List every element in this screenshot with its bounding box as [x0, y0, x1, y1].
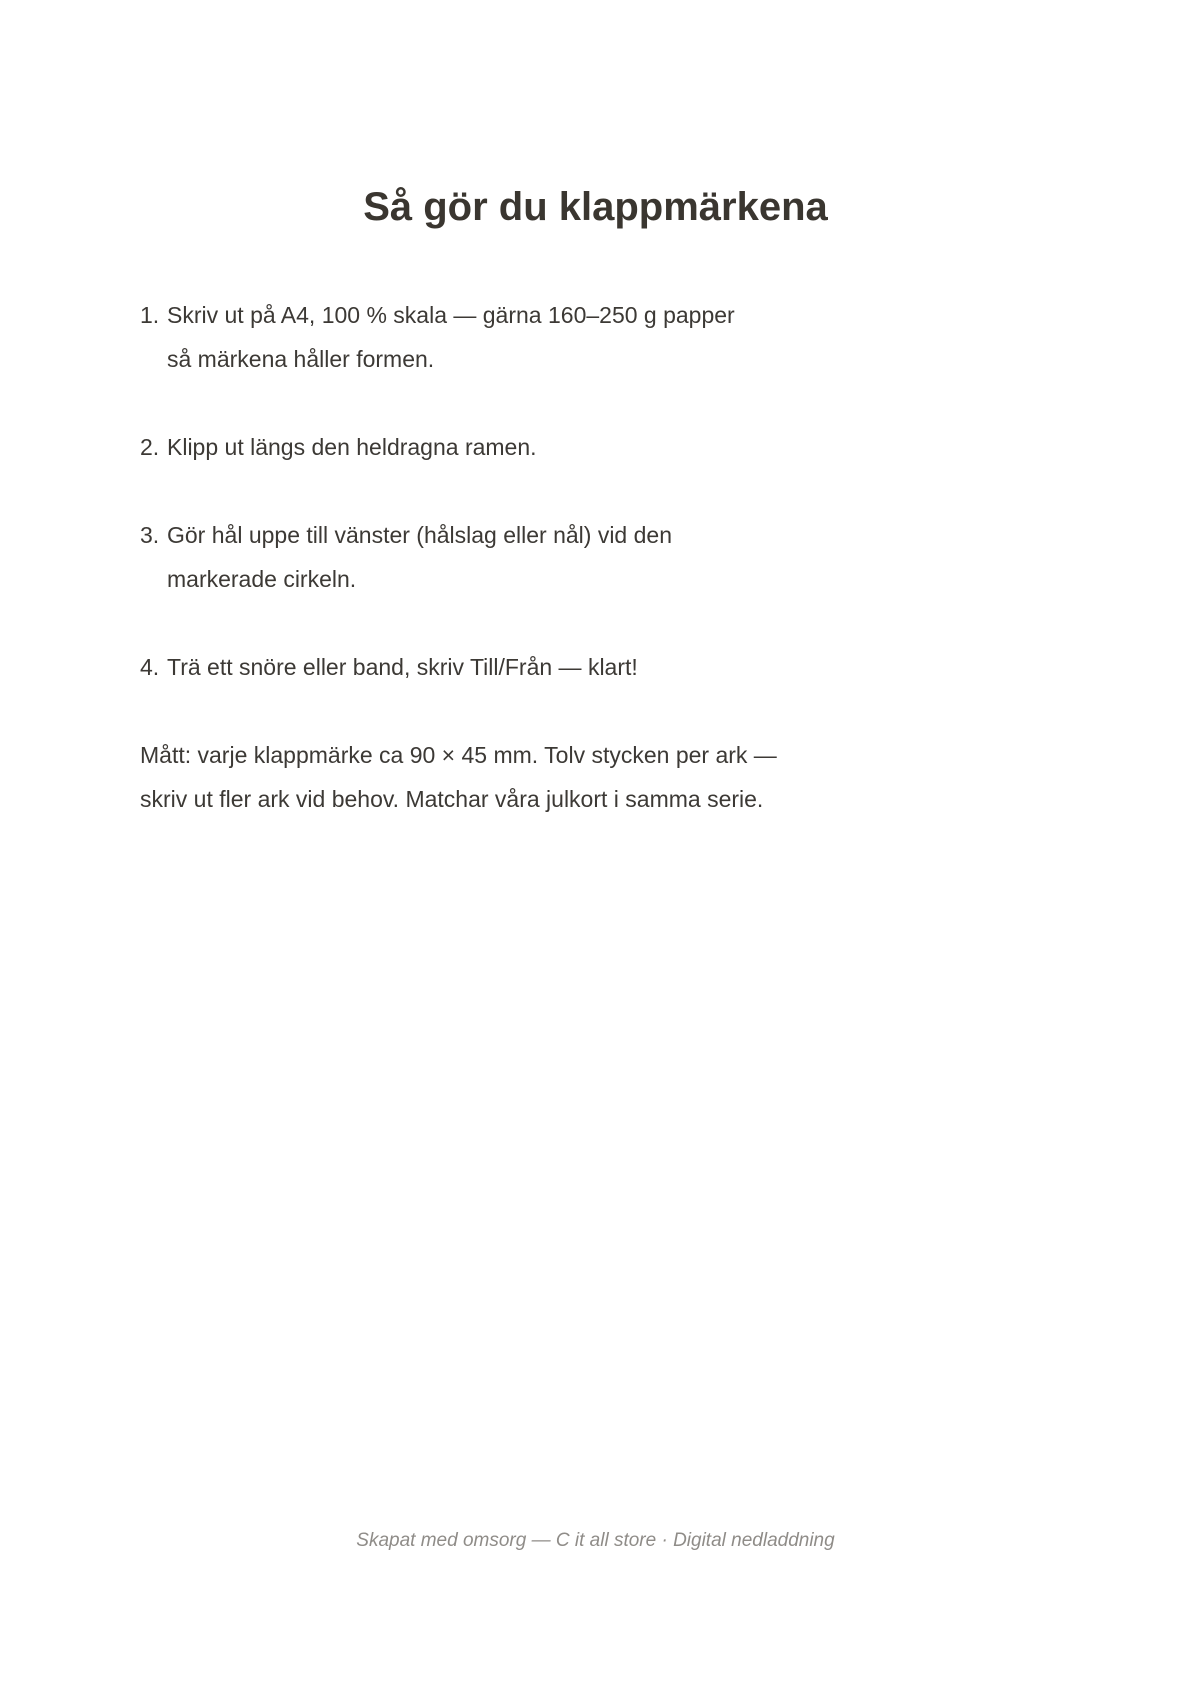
- step-number: 2.: [140, 434, 160, 460]
- footer-credit: Skapat med omsorg — C it all store · Digital nedladdning: [356, 1530, 835, 1551]
- step-text: Gör hål uppe till vänster (hålslag eller nål) vid den markerade cirkeln.: [167, 522, 672, 592]
- instruction-step: [140, 645, 900, 689]
- step-text: Skriv ut på A4, 100 % skala — gärna 160–250 g papper så märkena håller formen.: [167, 302, 735, 372]
- page-title: Så gör du klappmärkena: [363, 185, 828, 229]
- instruction-list: [140, 293, 900, 733]
- instruction-step: [140, 293, 900, 381]
- step-number: 1.: [140, 302, 160, 328]
- instruction-step: [140, 513, 900, 601]
- step-text: Trä ett snöre eller band, skriv Till/Från — klart!: [167, 654, 638, 680]
- step-number: 4.: [140, 654, 160, 680]
- step-number: 3.: [140, 522, 160, 548]
- step-text: Klipp ut längs den heldragna ramen.: [167, 434, 537, 460]
- measurements-note: Mått: varje klappmärke ca 90 × 45 mm. Tolv stycken per ark — skriv ut fler ark vid behov. Matchar våra julkort i samma serie.: [140, 742, 777, 812]
- instruction-step: [140, 425, 900, 469]
